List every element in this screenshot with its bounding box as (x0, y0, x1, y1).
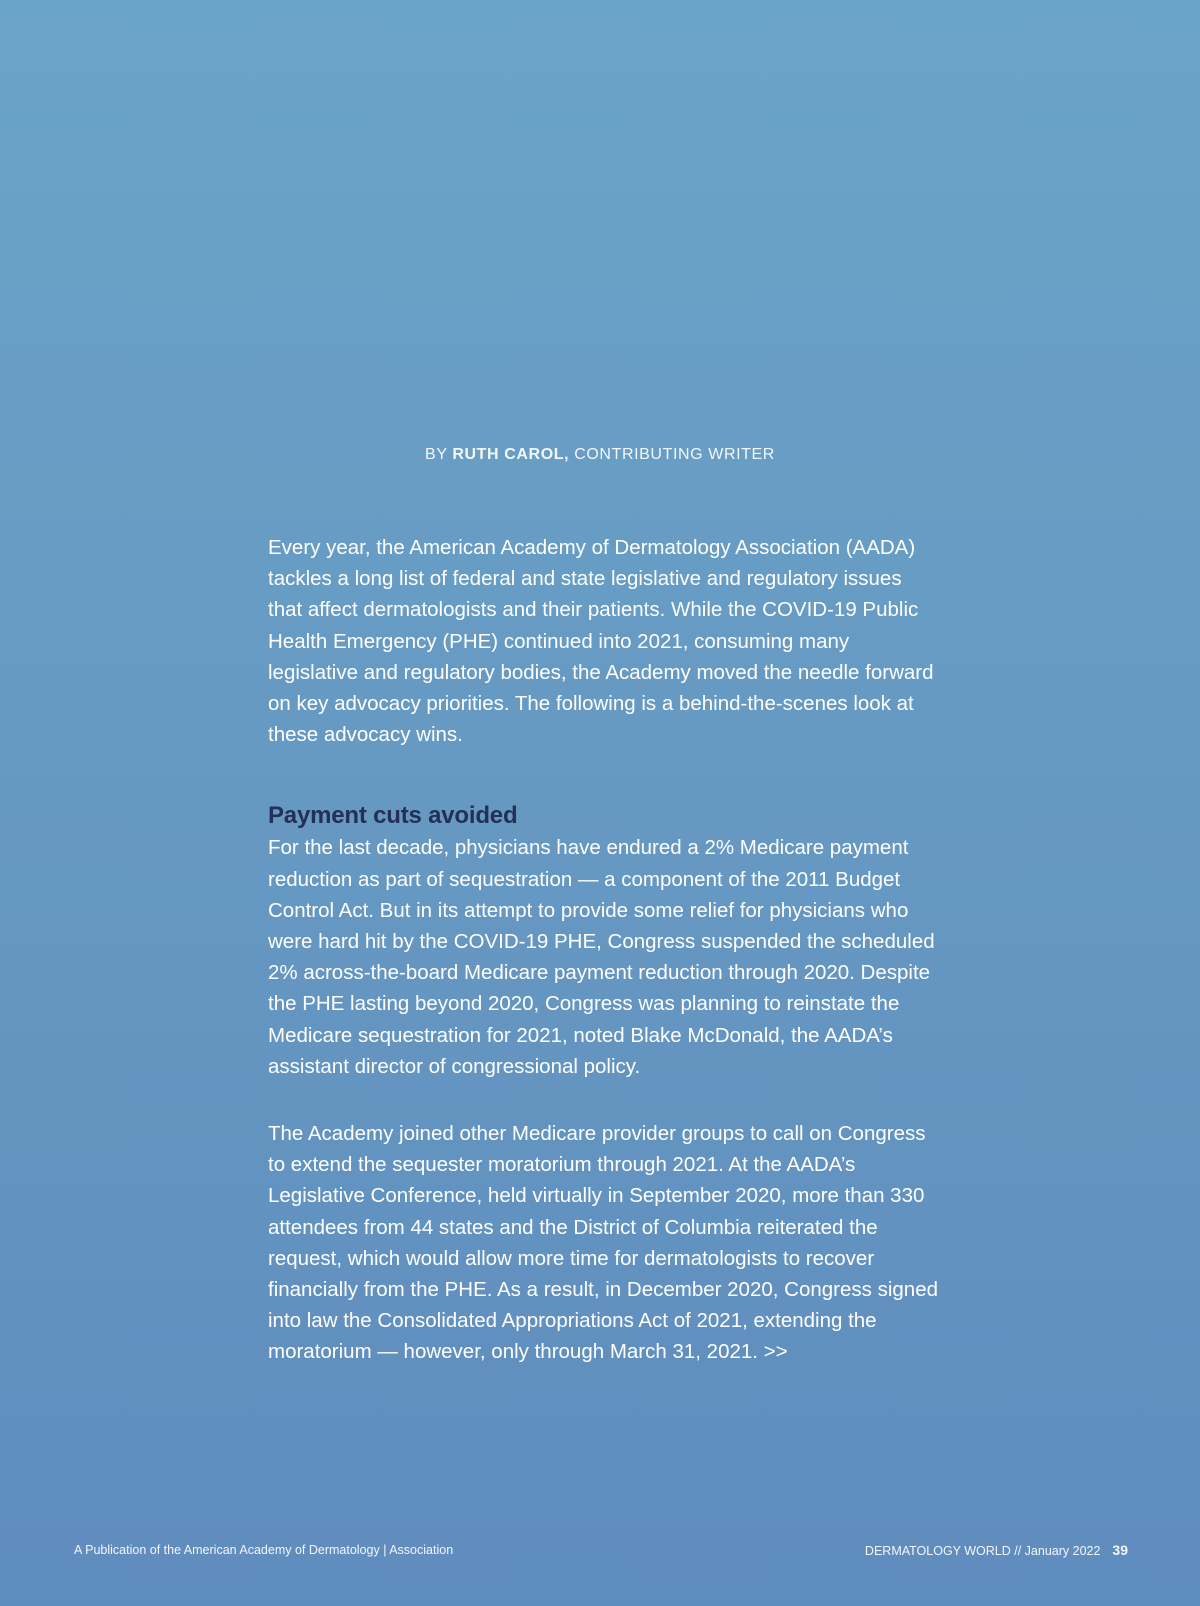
page-number: 39 (1112, 1542, 1128, 1558)
intro-paragraph: Every year, the American Academy of Dermatology Association (AADA) tackles a long list of federal and state legislative and regulatory issues that affect dermatologists and their patients. While the COVID-19 Public Health Emergency (PHE) continued into 2021, consuming many legislative and regulatory bodies, the Academy moved the needle forward on key advocacy priorities. The following is a behind-the-scenes look at these advocacy wins. (268, 536, 934, 747)
byline-role: CONTRIBUTING WRITER (574, 446, 775, 463)
byline-prefix: BY (425, 446, 448, 463)
byline (0, 446, 1200, 464)
byline-author: RUTH CAROL, (452, 446, 570, 463)
footer-right (865, 1542, 1128, 1558)
footer-magazine: DERMATOLOGY WORLD // January 2022 (864, 1544, 1101, 1558)
section-paragraph-1: For the last decade, physicians have endured a 2% Medicare payment reduction as part of sequestration — a component of the 2011 Budget Control Act. But in its attempt to provide some relief for physicians who were hard hit by the COVID-19 PHE, Congress suspended the scheduled 2% across-the-board Medicare payment reduction through 2020. Despite the PHE lasting beyond 2020, Congress was planning to reinstate the Medicare sequestration for 2021, noted Blake McDonald, the AADA’s assistant director of congressional policy. (268, 836, 935, 1078)
article-body (268, 532, 940, 1368)
section-paragraph-2: The Academy joined other Medicare provider groups to call on Congress to extend the sequester moratorium through 2021. At the AADA’s Legislative Conference, held virtually in September 2020, more than 330 attendees from 44 states and the District of Columbia reiterated the request, which would allow more time for dermatologists to recover financially from the PHE. As a result, in December 2020, Congress signed into law the Consolidated Appropriations Act of 2021, extending the moratorium — however, only through March 31, 2021. >> (268, 1122, 938, 1364)
section-heading: Payment cuts avoided (268, 802, 518, 830)
footer-publication: A Publication of the American Academy of Dermatology | Association (74, 1543, 454, 1557)
